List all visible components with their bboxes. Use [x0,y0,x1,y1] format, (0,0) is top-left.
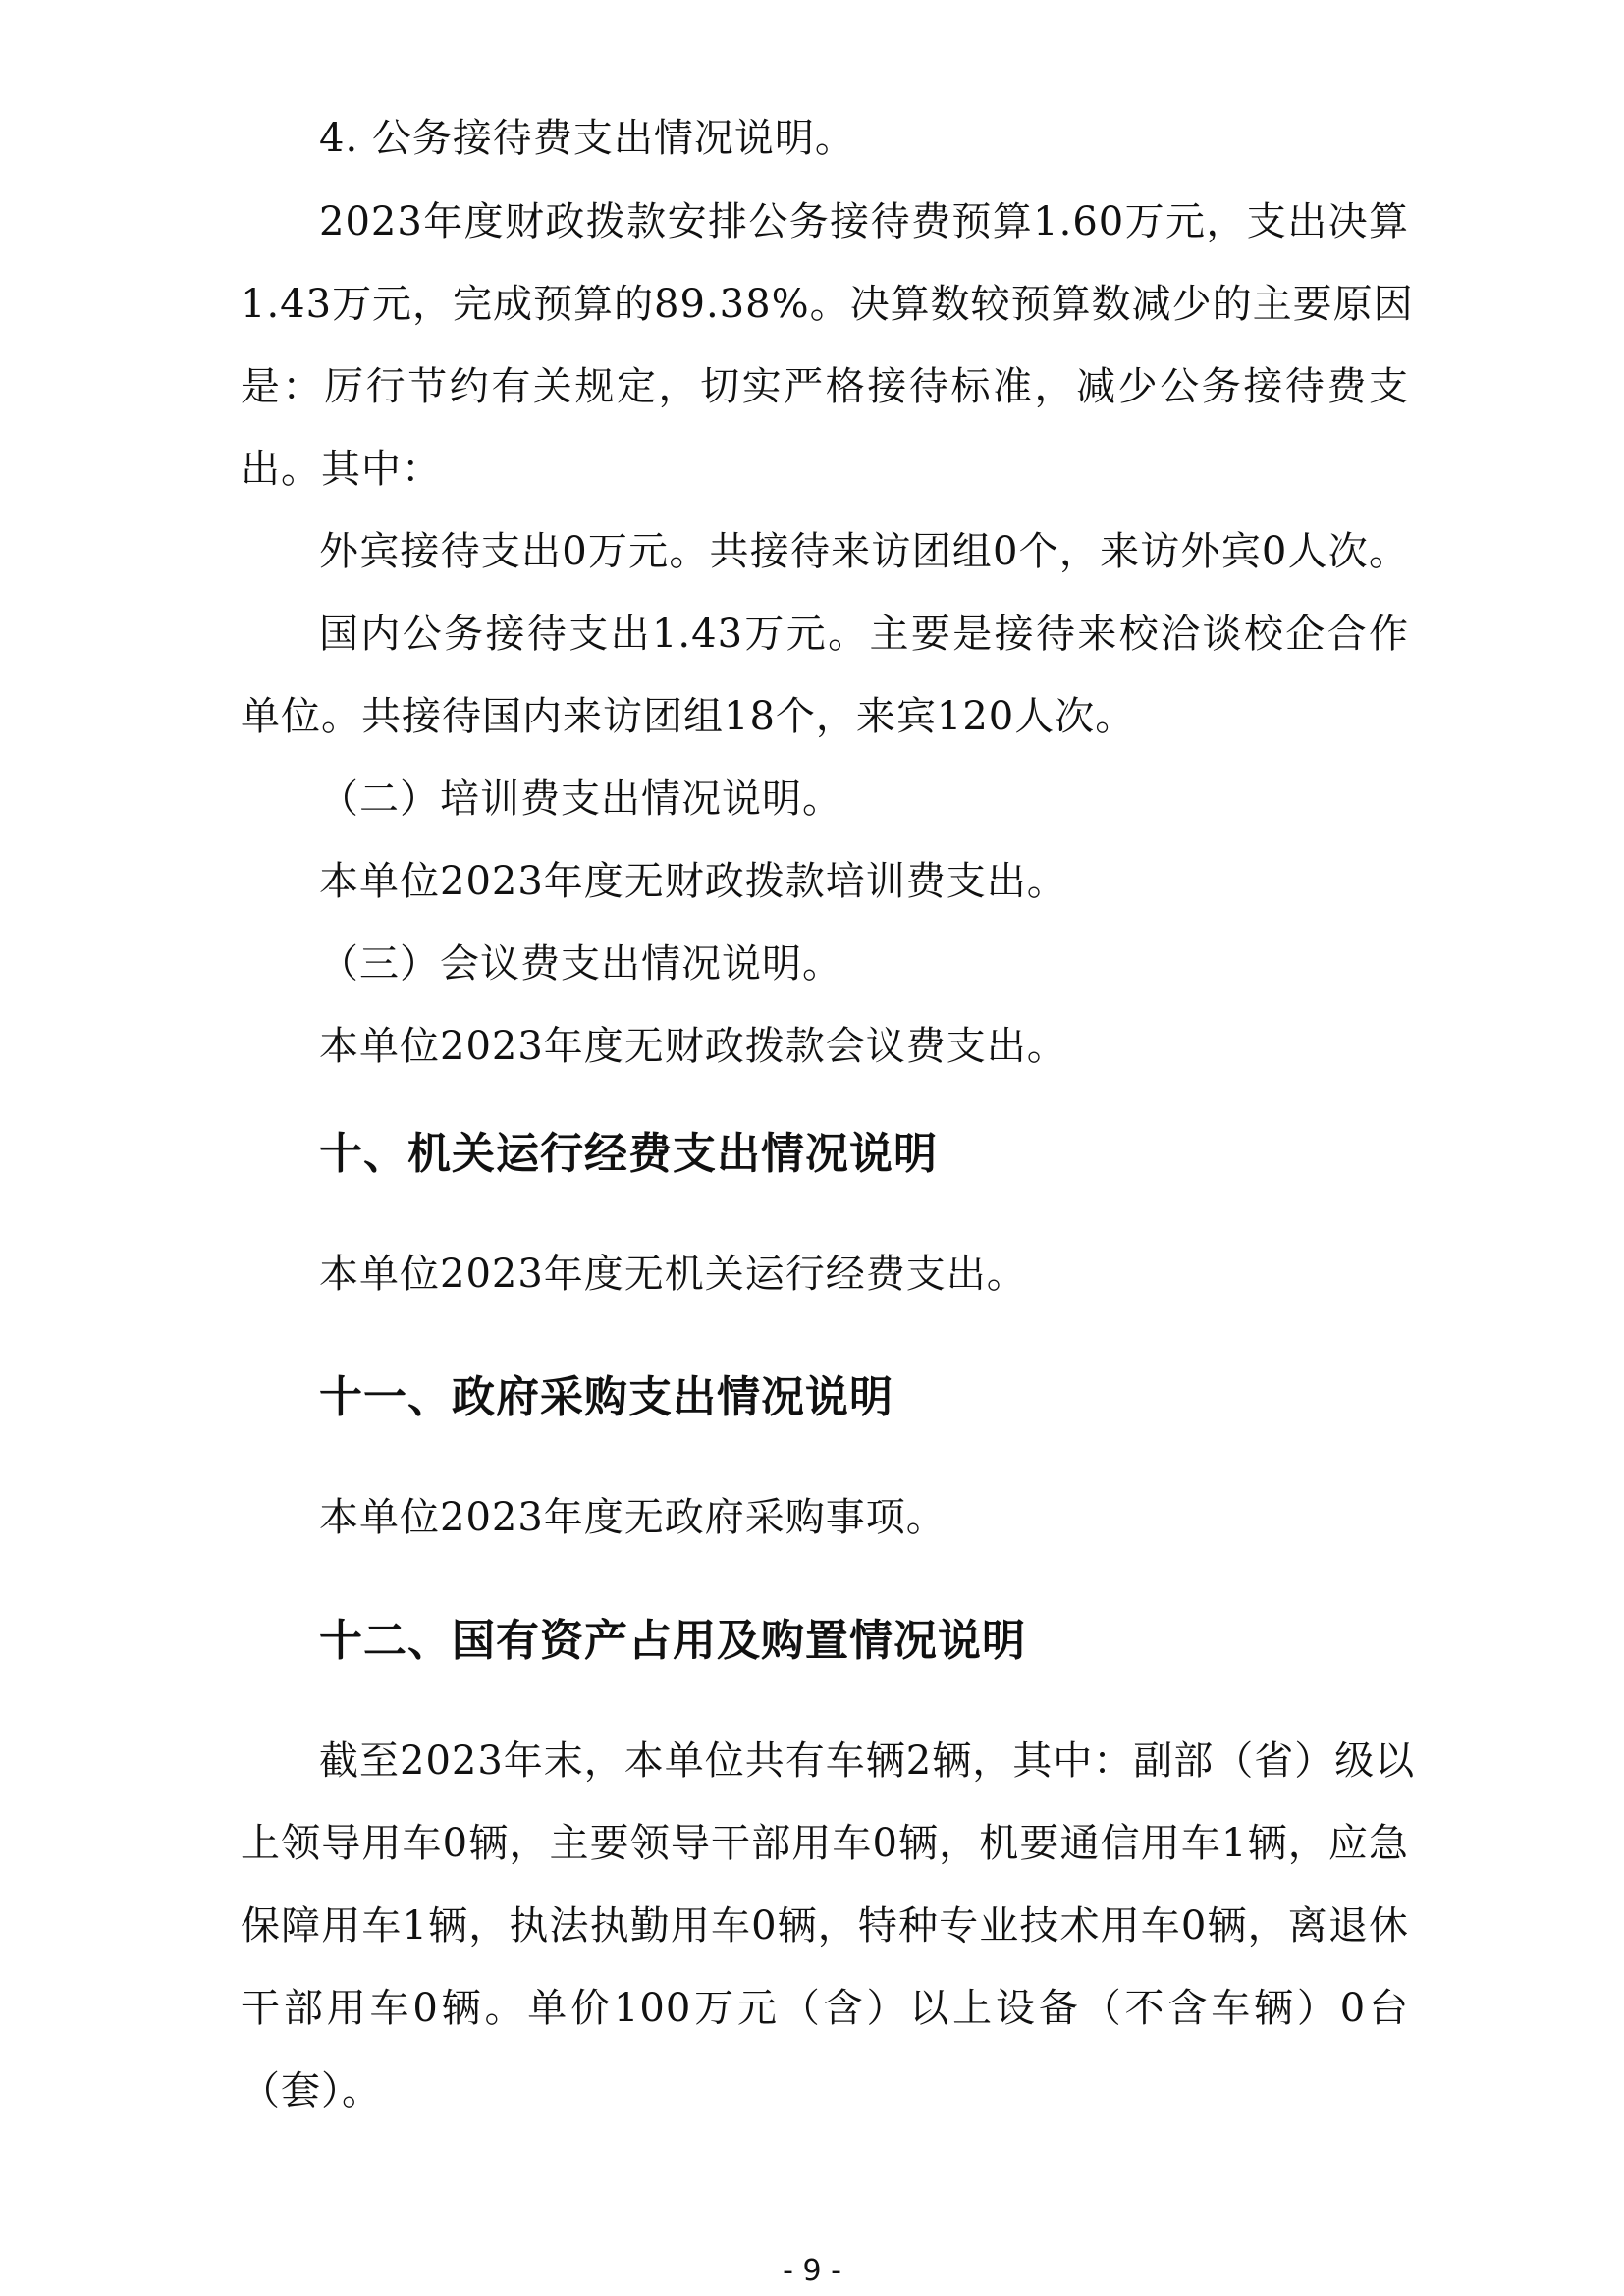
domestic-reception-line: 单位。共接待国内来访团组18个，来宾120人次。 [241,694,1136,739]
section-11-heading: 十一、政府采购支出情况说明 [319,1372,893,1422]
page-number: - 9 - [783,2254,841,2288]
section-11-paragraph: 本单位2023年度无政府采购事项。 [319,1495,947,1540]
reception-paragraph-line: 2023年度财政拨款安排公务接待费预算1.60万元，支出决算 [319,199,1409,244]
training-paragraph: 本单位2023年度无财政拨款培训费支出。 [319,859,1067,904]
section-12-paragraph-line: 上领导用车0辆，主要领导干部用车0辆，机要通信用车1辆，应急 [241,1821,1409,1866]
training-subtitle: （二）培训费支出情况说明。 [319,776,842,822]
reception-paragraph-line: 出。其中： [241,447,442,492]
section-12-heading: 十二、国有资产占用及购置情况说明 [319,1616,1026,1666]
domestic-reception-line: 国内公务接待支出1.43万元。主要是接待来校洽谈校企合作 [319,612,1409,657]
reception-paragraph-line: 1.43万元，完成预算的89.38%。决算数较预算数减少的主要原因 [241,282,1414,327]
section-12-paragraph-line: 干部用车0辆。单价100万元（含）以上设备（不含车辆）0台 [241,1986,1409,2031]
reception-subtitle: 4. 公务接待费支出情况说明。 [319,116,855,161]
section-12-paragraph-line: 保障用车1辆，执法执勤用车0辆，特种专业技术用车0辆，离退休 [241,1903,1409,1949]
section-10-heading: 十、机关运行经费支出情况说明 [319,1129,938,1179]
foreign-reception-paragraph: 外宾接待支出0万元。共接待来访团组0个，来访外宾0人次。 [319,529,1409,574]
section-12-paragraph-line: （套）。 [241,2068,382,2113]
meeting-subtitle: （三）会议费支出情况说明。 [319,941,842,987]
section-12-paragraph-line: 截至2023年末，本单位共有车辆2辆，其中：副部（省）级以 [319,1738,1416,1784]
section-10-paragraph: 本单位2023年度无机关运行经费支出。 [319,1252,1027,1297]
meeting-paragraph: 本单位2023年度无财政拨款会议费支出。 [319,1024,1067,1069]
reception-paragraph-line: 是：厉行节约有关规定，切实严格接待标准，减少公务接待费支 [241,364,1409,409]
